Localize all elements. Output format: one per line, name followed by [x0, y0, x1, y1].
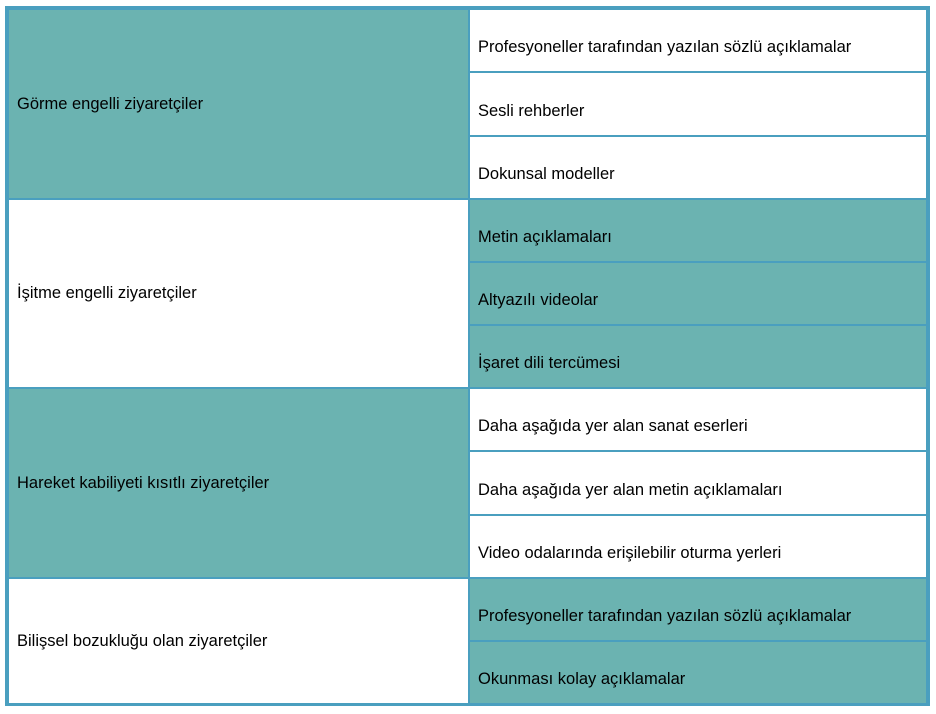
item-cell: Video odalarında erişilebilir oturma yerleri: [469, 515, 927, 578]
item-cell: Daha aşağıda yer alan sanat eserleri: [469, 388, 927, 451]
accessibility-table-container: [5, 6, 930, 706]
item-cell: Profesyoneller tarafından yazılan sözlü açıklamalar: [469, 578, 927, 641]
group-cell-mobility: Hareket kabiliyeti kısıtlı ziyaretçiler: [8, 388, 469, 578]
item-cell: Sesli rehberler: [469, 72, 927, 136]
table-row: [8, 9, 927, 72]
group-cell-visual: Görme engelli ziyaretçiler: [8, 9, 469, 199]
table-row: [8, 388, 927, 451]
item-cell: Altyazılı videolar: [469, 262, 927, 325]
item-cell: Dokunsal modeller: [469, 136, 927, 199]
item-cell: Profesyoneller tarafından yazılan sözlü açıklamalar: [469, 9, 927, 72]
item-cell: Metin açıklamaları: [469, 199, 927, 262]
group-cell-cognitive: Bilişsel bozukluğu olan ziyaretçiler: [8, 578, 469, 704]
group-cell-hearing: İşitme engelli ziyaretçiler: [8, 199, 469, 388]
item-cell: İşaret dili tercümesi: [469, 325, 927, 388]
accessibility-table: [7, 8, 928, 705]
table-row: [8, 199, 927, 262]
table-row: [8, 578, 927, 641]
item-cell: Daha aşağıda yer alan metin açıklamaları: [469, 451, 927, 515]
item-cell: Okunması kolay açıklamalar: [469, 641, 927, 704]
